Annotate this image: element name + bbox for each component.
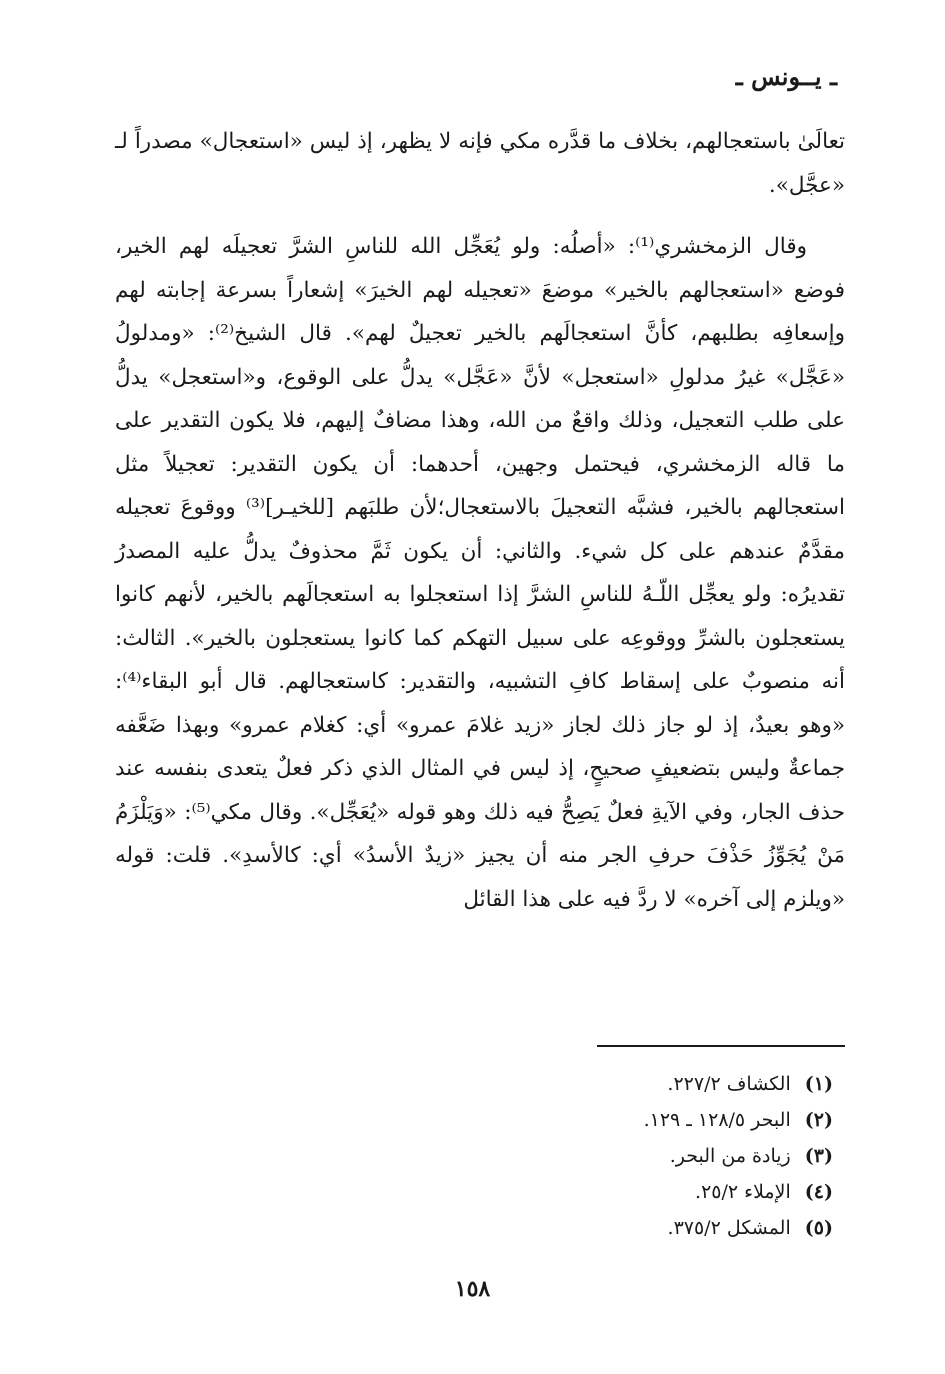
footnote-item xyxy=(333,1102,833,1138)
paragraph-2: وقال الزمخشري⁽¹⁾: «أصلُه: ولو يُعَجِّل الله للناسِ الشرَّ تعجيلَه لهم الخير، فوضع «استعجالهم بالخير» موضعَ «تعجيله لهم الخيرَ» إشعاراً بسرعة إجابته لهم وإسعافِه بطلبهم، كأنَّ استعجالَهم بالخير تعجيلٌ لهم». قال الشيخ⁽²⁾: «ومدلولُ «عَجَّل» غيرُ مدلولِ «استعجل» لأنَّ «عَجَّل» يدلُّ على الوقوع، و«استعجل» يدلُّ على طلب التعجيل، وذلك واقعٌ من الله، وهذا مضافٌ إليهم، فلا يكون التقدير على ما قاله الزمخشري، فيحتمل وجهين، أحدهما: أن يكون التقدير: تعجيلاً مثل استعجالهم بالخير، فشبَّه التعجيلَ بالاستعجال؛لأن طلبَهم [للخيـر]⁽³⁾ ووقوعَ تعجيله مقدَّمٌ عندهم على كل شيء. والثاني: أن يكون ثَمَّ محذوفٌ يدلُّ عليه المصدرُ تقديرُه: ولو يعجِّل اللّـهُ للناسِ الشرَّ إذا استعجلوا به استعجالَهم بالخير، لأنهم كانوا يستعجلون بالشرِّ ووقوعِه على سبيل التهكم كما كانوا يستعجلون بالخير». الثالث: أنه منصوبٌ على إسقاط كافِ التشبيه، والتقدير: كاستعجالهم. قال أبو البقاء⁽⁴⁾: «وهو بعيدٌ، إذ لو جاز ذلك لجاز «زيد غلامَ عمرو» أي: كغلام عمرو» وبهذا ضَعَّفه جماعةٌ وليس بتضعيفٍ صحيحٍ، إذ ليس في المثال الذي ذكر فعلٌ يتعدى بنفسه عند حذف الجار، وفي الآيةِ فعلٌ يَصِحُّ فيه ذلك وهو قوله «يُعَجِّل». وقال مكي⁽⁵⁾: «وَيَلْزَمُ مَنْ يُجَوِّزُ حَذْفَ حرفِ الجر منه أن يجيز «زيدٌ الأسدُ» أي: كالأسدِ». قلت: قوله «ويلزم إلى آخره» لا ردَّ فيه على هذا القائل xyxy=(115,234,846,912)
paragraph-1: تعالَىٰ باستعجالهم، بخلاف ما قدَّره مكي فإنه لا يظهر، إذ ليس «استعجال» مصدراً لـ «عجَّل». xyxy=(115,129,845,198)
page-number: ١٥٨ xyxy=(454,1276,491,1302)
footnotes-list xyxy=(333,1066,833,1246)
footnote-text: الكشاف ٢٢٧/٢. xyxy=(667,1073,791,1095)
footnote-text: المشكل ٣٧٥/٢. xyxy=(667,1217,791,1239)
footnote-number: (١) xyxy=(804,1073,833,1095)
footnote-item xyxy=(333,1210,833,1246)
footnote-number: (٣) xyxy=(804,1145,833,1167)
footnote-item xyxy=(333,1138,833,1174)
footnote-number: (٥) xyxy=(804,1217,833,1239)
footnote-text: الإملاء ٢٥/٢. xyxy=(695,1181,791,1203)
footnote-separator xyxy=(597,1045,845,1047)
footnote-text: زيادة من البحر. xyxy=(669,1145,791,1167)
running-head: ـ يــونس ـ xyxy=(735,62,837,91)
footnote-number: (٢) xyxy=(804,1109,833,1131)
footnote-text: البحر ١٢٨/٥ ـ ١٢٩. xyxy=(643,1109,791,1131)
footnote-item xyxy=(333,1066,833,1102)
footnote-item xyxy=(333,1174,833,1210)
main-text xyxy=(115,120,845,921)
footnote-number: (٤) xyxy=(804,1181,833,1203)
